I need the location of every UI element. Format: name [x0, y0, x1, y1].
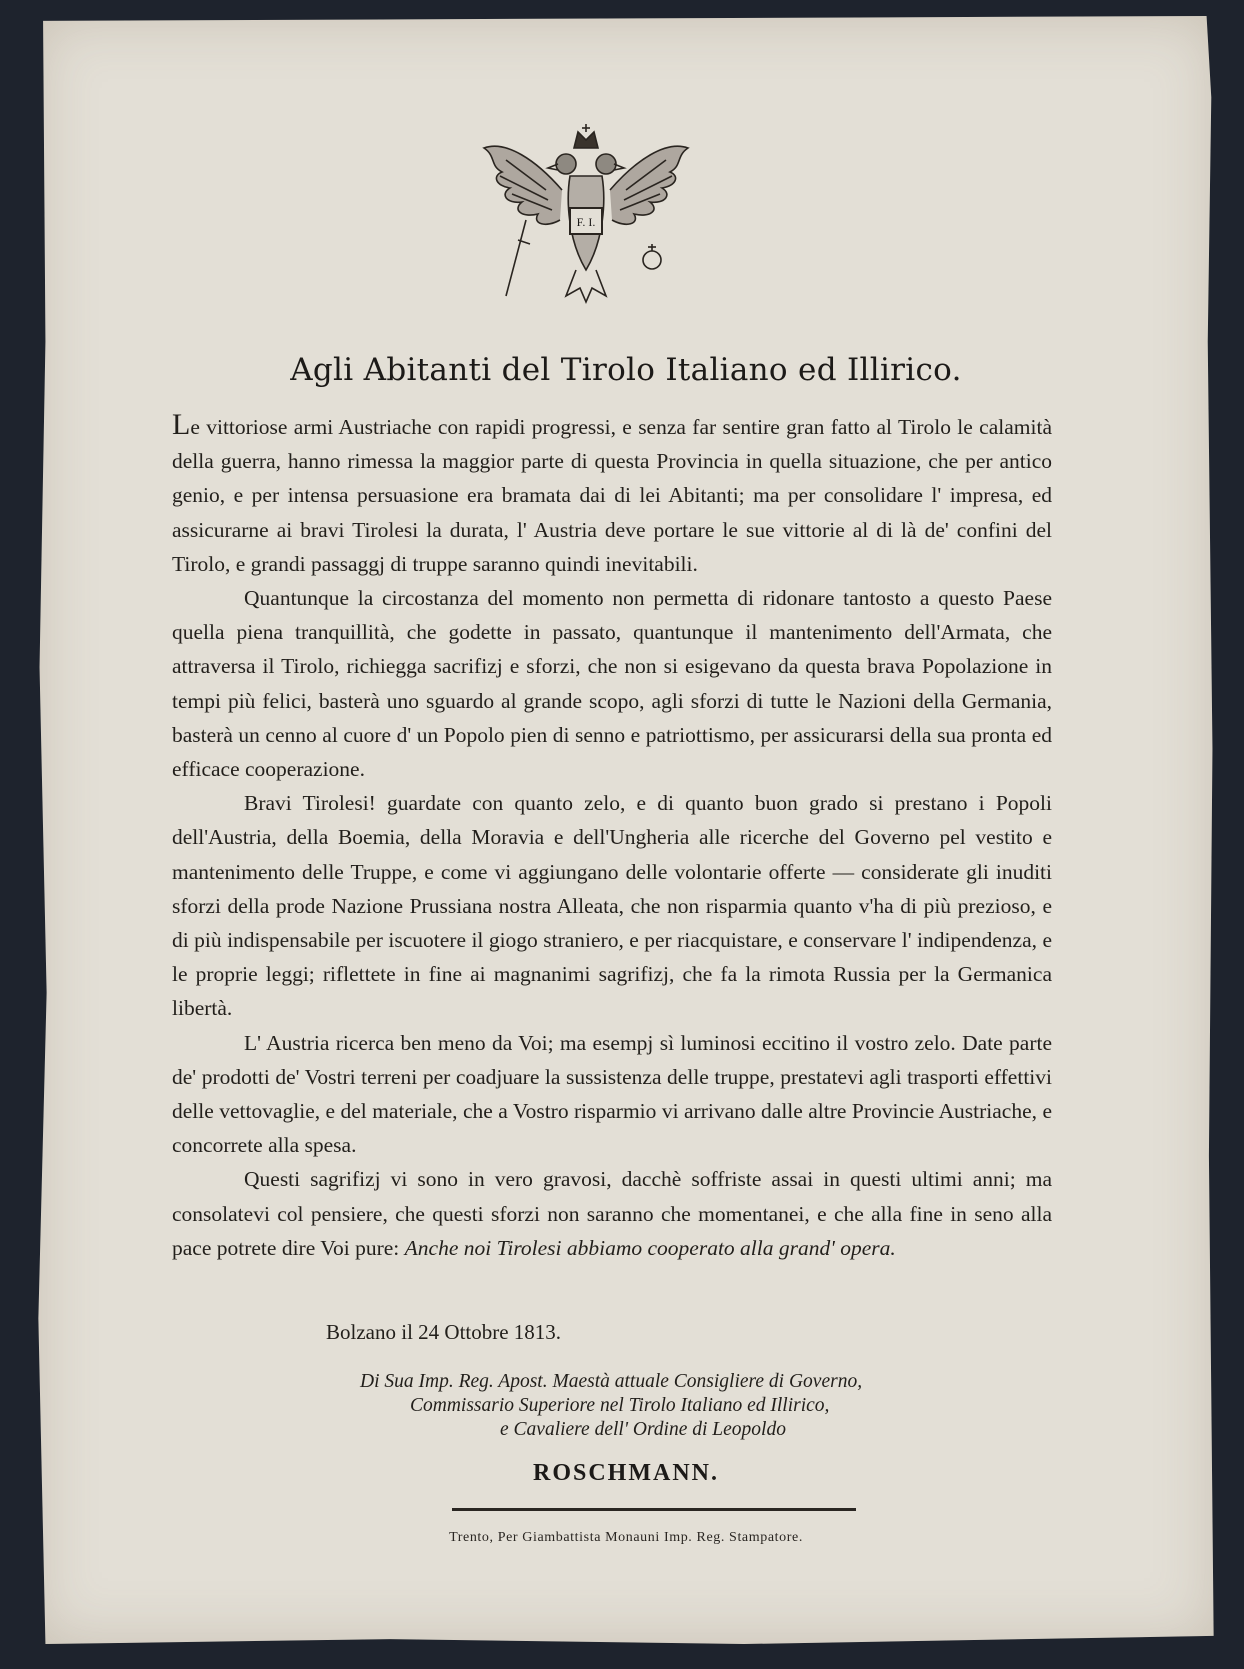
- paragraph-2: Quantunque la circostanza del momento non permetta di ridonare tantosto a questo Paese quella piena tranquillità, che godette in passato, quantunque il mantenimento dell'Armata, che attraversa il Tirolo, richiegga sacrifizj e sforzi, che non si esigevano da questa brava Popolazione in tempi più felici, basterà uno sguardo al grande scopo, agli sforzi di tutte le Nazioni della Germania, basterà un cenno al cuore d' un Popolo pien di senno e patriottismo, per assicurarsi della sua pronta ed efficace cooperazione.: [172, 586, 1052, 782]
- paragraph-1: [172, 410, 1052, 581]
- signature-name: ROSCHMANN.: [533, 1460, 719, 1486]
- divider-rule: [452, 1508, 856, 1511]
- signature-title-line-1: Di Sua Imp. Reg. Apost. Maestà attuale Consigliere di Governo,: [360, 1371, 863, 1392]
- paragraph-3: Bravi Tirolesi! guardate con quanto zelo, e di quanto buon grado si prestano i Popoli dell'Austria, della Boemia, della Moravia e dell'Ungheria alle ricerche del Governo pel vestito e mantenimento delle Truppe, e come vi aggiungano delle volontarie offerte — considerate gli inuditi sforzi della prode Nazione Prussiana nostra Alleata, che non risparmia quanto v'ha di più prezioso, e di più indispensabile per iscuotere il giogo straniero, e per riacquistare, e conservare l' indipendenza, e le proprie leggi; riflettete in fine ai magnanimi sagrifizj, che fa la rimota Russia per la Germanica libertà.: [172, 791, 1052, 1021]
- paragraph-1-text: e vittoriose armi Austriache con rapidi progressi, e senza far sentire gran fatto al Tirolo le calamità della guerra, hanno rimessa la maggior parte di questa Provincia in quella situazione, che per antico genio, e per intensa persuasione era bramata dai di lei Abitanti; ma per consolidare l' impresa, ed assicurarne ai bravi Tirolesi la durata, l' Austria deve portare le sue vittorie al di là de' confini del Tirolo, e grandi passaggj di truppe saranno quindi inevitabili.: [172, 415, 1052, 576]
- paragraph-4: L' Austria ricerca ben meno da Voi; ma esempj sì luminosi eccitino il vostro zelo. Date parte de' prodotti de' Vostri terreni per coadjuare la sussistenza delle truppe, prestatevi agli trasporti effettivi delle vettovaglie, e del materiale, che a Vostro risparmio vi arrivano dalle altre Provincie Austriache, e concorrete alla spesa.: [172, 1030, 1052, 1158]
- paragraph-5: [172, 1162, 1052, 1265]
- printer-imprint: Trento, Per Giambattista Monauni Imp. Reg. Stampatore.: [449, 1530, 803, 1545]
- signature-title-line-2: Commissario Superiore nel Tirolo Italiano ed Illirico,: [410, 1395, 830, 1416]
- proclamation-body: [172, 410, 1052, 1265]
- paragraph-5-italic: Anche noi Tirolesi abbiamo cooperato alla grand' opera.: [404, 1235, 896, 1260]
- paragraph-5-text: Questi sagrifizj vi sono in vero gravosi, dacchè soffriste assai in questi ultimi anni; ma consolatevi col pensiere, che questi sforzi non saranno che momentanei, e che alla fine in seno alla pace potrete dire Voi pure:: [172, 1167, 1052, 1260]
- signature-title-line-3: e Cavaliere dell' Ordine di Leopoldo: [500, 1419, 786, 1440]
- page-title: Agli Abitanti del Tirolo Italiano ed Illirico.: [290, 352, 962, 388]
- crest-shield-text: F. I.: [576, 215, 596, 229]
- double-headed-eagle-icon: [466, 120, 706, 320]
- drop-cap: L: [172, 408, 191, 441]
- dateline: Bolzano il 24 Ottobre 1813.: [326, 1320, 562, 1344]
- signature-block: [330, 1370, 1030, 1442]
